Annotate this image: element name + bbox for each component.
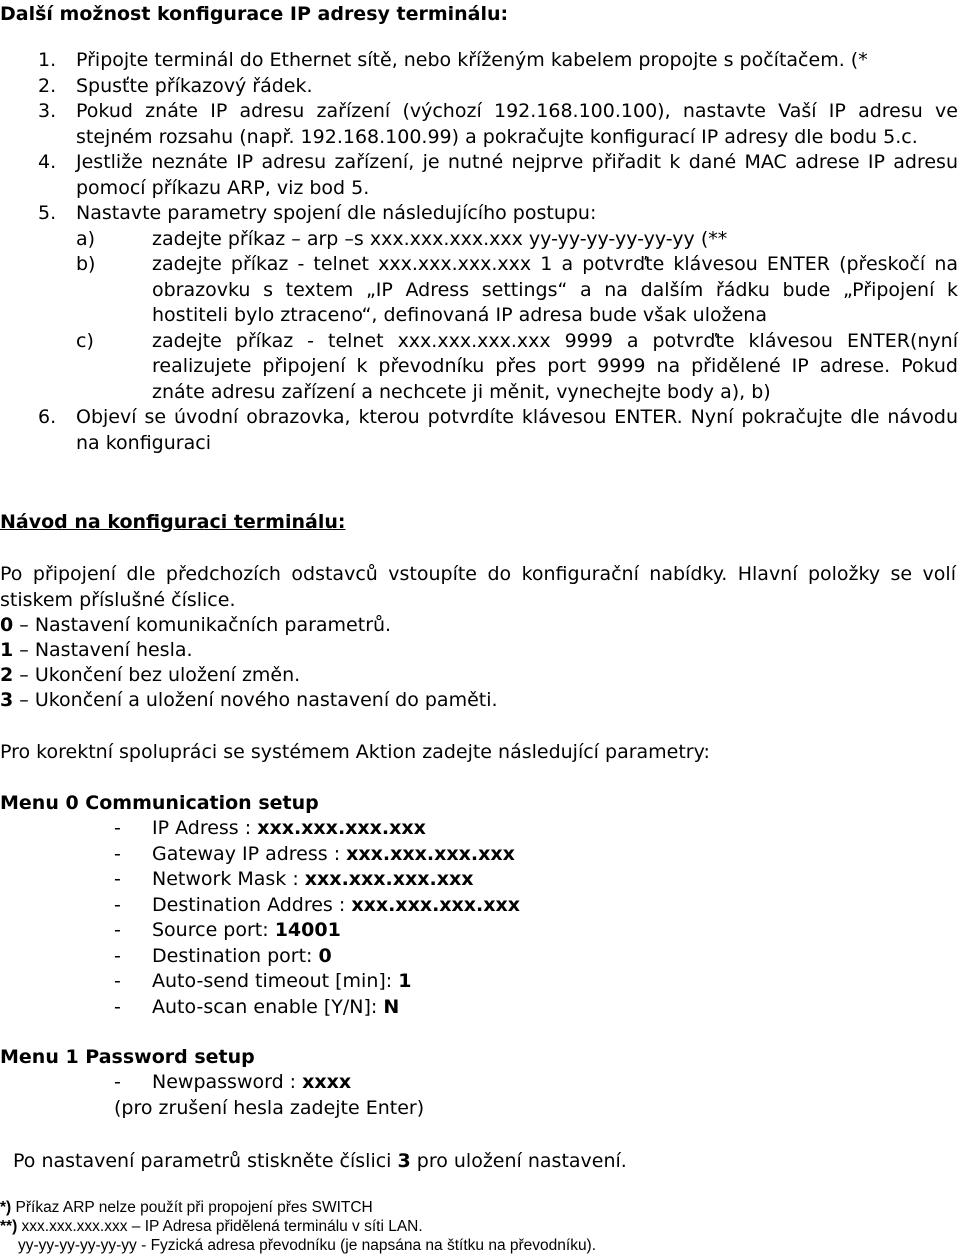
dash: - xyxy=(114,944,121,967)
option-text: – Nastavení hesla. xyxy=(13,639,193,661)
list-item xyxy=(0,48,958,74)
menu0-item xyxy=(0,995,958,1021)
param-label: Destination Addres : xyxy=(152,893,352,916)
list-number: 3. xyxy=(38,100,57,122)
option-2 xyxy=(0,663,960,689)
final-text: Po nastavení parametrů stiskněte číslici xyxy=(13,1150,398,1172)
param-label: IP Adress : xyxy=(152,817,258,839)
final-text: pro uložení nastavení. xyxy=(410,1150,627,1172)
sub-item xyxy=(0,329,958,406)
list-item xyxy=(0,201,958,227)
menu0-item xyxy=(0,893,958,919)
option-0 xyxy=(0,613,960,639)
dash: - xyxy=(114,817,121,839)
option-text: – Ukončení bez uložení změn. xyxy=(13,664,301,686)
list-text: Připojte terminál do Ethernet sítě, nebo kříženým kabelem propojte s počítačem. (* xyxy=(76,49,868,71)
list-number: 2. xyxy=(38,74,57,97)
dash: - xyxy=(114,970,121,992)
param-value: xxx.xxx.xxx.xxx xyxy=(351,893,521,916)
dash: - xyxy=(114,868,121,890)
option-key: 0 xyxy=(0,614,14,636)
param-value: xxx.xxx.xxx.xxx xyxy=(304,868,474,890)
dash: - xyxy=(114,919,121,941)
list-number: 4. xyxy=(38,151,57,173)
menu1-title: Menu 1 Password setup xyxy=(0,1046,255,1068)
sub-label: a) xyxy=(76,227,96,250)
sub-label: b) xyxy=(76,253,96,275)
footnote-text: yy-yy-yy-yy-yy-yy - Fyzická adresa převodníku (je napsána na štítku na převodníku). xyxy=(18,1237,597,1254)
footnote-mark: **) xyxy=(0,1218,18,1235)
sub-item xyxy=(0,227,958,253)
menu0-item xyxy=(0,944,958,970)
section-title: Další možnost konfigurace IP adresy terminálu: xyxy=(0,3,509,25)
footnote xyxy=(18,1236,596,1255)
footnote-mark: *) xyxy=(0,1199,12,1216)
sub-item xyxy=(0,252,958,329)
param-value: xxxx xyxy=(302,1071,352,1093)
param-label: Auto-send timeout [min]: xyxy=(152,970,399,992)
sub-label: c) xyxy=(76,329,94,352)
param-label: Destination port: xyxy=(152,944,319,967)
menu1-list xyxy=(0,1070,958,1121)
param-label: Gateway IP adress : xyxy=(152,842,347,865)
list-text: Pokud znáte IP adresu zařízení (výchozí 192.168.100.100), nastavte Vaší IP adresu ve stejném rozsahu (např. 192.168.100.99) a pokračujte konfigurací IP adresy dle bodu 5.c. xyxy=(76,100,958,148)
option-key: 2 xyxy=(0,664,14,686)
footnote-text: Příkaz ARP nelze použít při propojení přes SWITCH xyxy=(11,1199,373,1216)
list-item xyxy=(0,99,958,150)
menu0-item xyxy=(0,918,958,944)
dash: - xyxy=(114,995,121,1018)
list-item xyxy=(0,150,958,201)
params-intro: Pro korektní spolupráci se systémem Aktion zadejte následující parametry: xyxy=(0,741,710,763)
param-label: Newpassword : xyxy=(152,1071,303,1093)
menu0-item xyxy=(0,842,958,868)
param-label: Source port: xyxy=(152,919,275,941)
final-instruction xyxy=(13,1149,960,1175)
dash: - xyxy=(114,842,121,865)
config-intro: Po připojení dle předchozích odstavců vstoupíte do konfigurační nabídky. Hlavní položky se volí stiskem příslušné číslice. xyxy=(0,563,956,611)
list-item xyxy=(0,405,958,456)
menu0-item xyxy=(0,969,958,995)
sub-text: zadejte příkaz - telnet xxx.xxx.xxx.xxx 1 a potvrďte klávesou ENTER (přeskočí na obrazovku s textem „IP Adress settings“ a na dalším řádku bude „Připojení k hostiteli bylo ztraceno“, definovaná IP adresa bude však uložena xyxy=(152,253,958,326)
list-text: Jestliže neznáte IP adresu zařízení, je nutné nejprve přiřadit k dané MAC adrese IP adresu pomocí příkazu ARP, viz bod 5. xyxy=(76,151,958,199)
option-text: – Ukončení a uložení nového nastavení do paměti. xyxy=(13,689,498,711)
param-value: xxx.xxx.xxx.xxx xyxy=(257,817,426,839)
list-number: 5. xyxy=(38,202,57,224)
footnote xyxy=(0,1217,423,1236)
param-label: Network Mask : xyxy=(152,868,305,890)
option-key: 1 xyxy=(0,639,14,661)
param-value: 1 xyxy=(398,970,412,992)
menu1-item xyxy=(0,1070,958,1096)
numbered-list xyxy=(0,48,958,456)
option-3 xyxy=(0,688,960,714)
menu0-title: Menu 0 Communication setup xyxy=(0,792,319,814)
option-text: – Nastavení komunikačních parametrů. xyxy=(13,614,392,636)
list-text: Spusťte příkazový řádek. xyxy=(76,74,313,97)
dash: - xyxy=(114,1071,121,1093)
param-label: Auto-scan enable [Y/N]: xyxy=(152,995,384,1018)
list-number: 6. xyxy=(38,406,57,428)
param-value: N xyxy=(383,995,400,1018)
dash: - xyxy=(114,893,121,916)
menu1-note: (pro zrušení hesla zadejte Enter) xyxy=(114,1096,425,1119)
footnote xyxy=(0,1198,373,1217)
param-value: 0 xyxy=(318,944,332,967)
menu0-item xyxy=(0,816,958,842)
option-key: 3 xyxy=(0,689,14,711)
config-guide-title: Návod na konfiguraci terminálu: xyxy=(0,511,346,533)
param-value: xxx.xxx.xxx.xxx xyxy=(346,842,515,865)
sub-text: zadejte příkaz – arp –s xxx.xxx.xxx.xxx yy-yy-yy-yy-yy-yy (** xyxy=(152,227,728,250)
sub-text: zadejte příkaz - telnet xxx.xxx.xxx.xxx 9999 a potvrďte klávesou ENTER(nyní realizujete připojení k převodníku přes port 9999 na přidělené IP adrese. Pokud znáte adresu zařízení a nechcete ji měnit, vynechejte body a), b) xyxy=(152,329,958,403)
footnote-text: xxx.xxx.xxx.xxx – IP Adresa přidělená terminálu v síti LAN. xyxy=(17,1218,423,1235)
list-item xyxy=(0,74,958,100)
param-value: 14001 xyxy=(274,919,341,941)
final-key: 3 xyxy=(397,1150,411,1172)
option-1 xyxy=(0,638,960,664)
menu0-item xyxy=(0,867,958,893)
list-text: Objeví se úvodní obrazovka, kterou potvrdíte klávesou ENTER. Nyní pokračujte dle návodu na konfiguraci xyxy=(76,406,958,454)
list-number: 1. xyxy=(38,49,57,71)
menu0-list xyxy=(0,816,958,1020)
list-text: Nastavte parametry spojení dle následujícího postupu: xyxy=(76,202,597,224)
